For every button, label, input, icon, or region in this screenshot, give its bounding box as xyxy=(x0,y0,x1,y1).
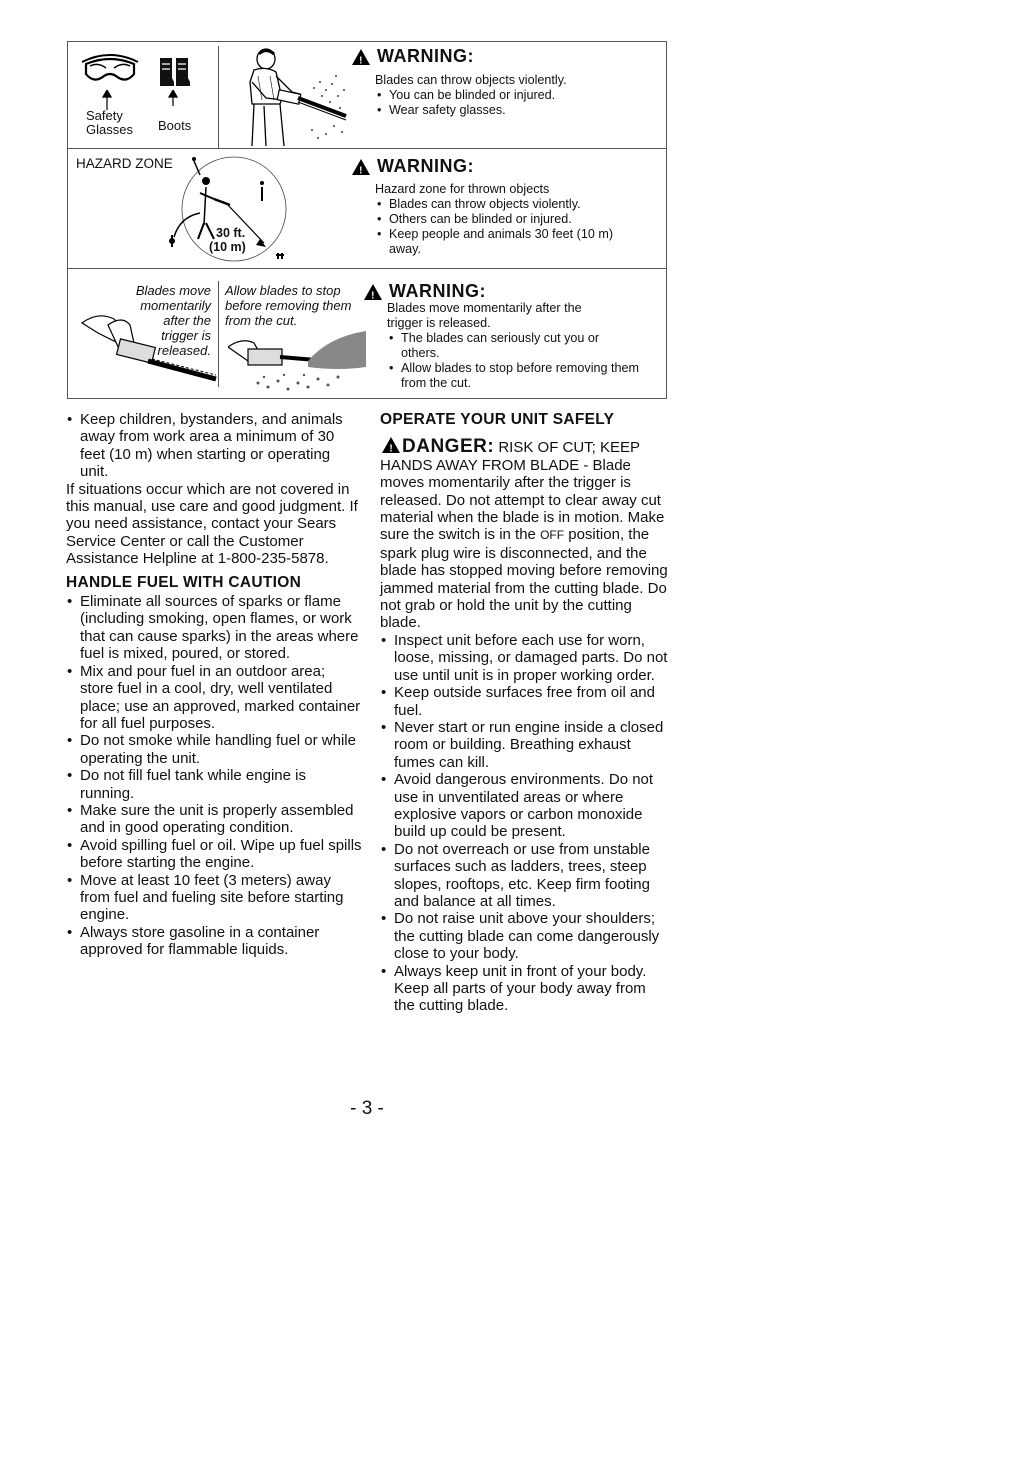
list-item: • Always store gasoline in a container approved for flammable liquids. xyxy=(80,924,362,959)
right-column xyxy=(380,407,670,1015)
off-label: OFF xyxy=(540,528,565,543)
warning-panel-hazard-zone xyxy=(68,149,666,269)
distance-meters-label: (10 m) xyxy=(209,240,246,254)
warning-2-title: ! WARNING: xyxy=(351,156,474,177)
list-item: • You can be blinded or injured. xyxy=(389,88,655,103)
svg-text:!: ! xyxy=(389,443,393,455)
list-item: • Never start or run engine inside a closed room or building. Breathing exhaust fumes can kill. xyxy=(394,719,670,771)
list-item: • Keep people and animals 30 feet (10 m) away. xyxy=(389,227,619,257)
section-heading-operate: OPERATE YOUR UNIT SAFELY xyxy=(380,411,615,428)
boots-label: Boots xyxy=(158,118,192,133)
divider xyxy=(218,46,219,149)
list-item: • Inspect unit before each use for worn, loose, missing, or damaged parts. Do not use until unit is in proper working order. xyxy=(394,632,670,684)
distance-feet-label: 30 ft. xyxy=(216,226,246,240)
danger-label: DANGER: xyxy=(402,436,495,458)
arrow-icon xyxy=(168,90,178,106)
list-item: • Keep children, bystanders, and animals away from work area a minimum of 30 feet (10 m) when starting or operating unit. xyxy=(80,411,362,481)
assistance-paragraph: If situations occur which are not covered in this manual, use care and good judgment. If you need assistance, contact your Sears Service Center or call the Customer Assistance Helpline at 1-800-235-5878. xyxy=(66,480,358,568)
list-item: • Others can be blinded or injured. xyxy=(389,212,645,227)
svg-text:!: ! xyxy=(359,55,363,66)
list-item: • Move at least 10 feet (3 meters) away from fuel and fueling site before starting engine. xyxy=(80,872,362,924)
page-number: - 3 - xyxy=(350,1098,384,1119)
list-item: • The blades can seriously cut you or others. xyxy=(401,331,641,361)
arrow-icon xyxy=(102,90,112,110)
warning-triangle-icon xyxy=(351,48,371,66)
operator-figure-icon xyxy=(240,46,352,148)
warning-2-text: Hazard zone for thrown objects • Blades can throw objects violently. • Others can be blinded or injured. • Keep people and animals 30 feet (10 m) away. xyxy=(375,182,645,257)
danger-paragraph: ! DANGER: RISK OF CUT; KEEP HANDS AWAY FROM BLADE - Blade moves momentarily after the trigger is released. Do not attempt to clear away cut material when the blade is in motion. Make sure the switch is in the OFF position, the spark plug wire is disconnected, and the blade has stopped moving before removing jammed material from the cutting blade. Do not grab or hold the unit by the cutting blade. xyxy=(380,436,668,632)
hedge-trimmer-icon xyxy=(78,303,218,383)
section-heading-fuel: HANDLE FUEL WITH CAUTION xyxy=(66,573,302,591)
hedge-trimmer-cutting-icon xyxy=(228,327,368,397)
left-column xyxy=(66,411,362,959)
danger-triangle-icon xyxy=(380,436,402,454)
list-item: • Wear safety glasses. xyxy=(389,103,655,118)
list-item: • Do not overreach or use from unstable surfaces such as ladders, trees, steep slopes, rooftops, etc. Keep firm footing and balance at all times. xyxy=(394,841,670,911)
list-item: • Eliminate all sources of sparks or flame (including smoking, open flames, or work that can cause sparks) in the areas where fuel is mixed, poured, or stored. xyxy=(80,593,362,663)
warning-panel-safety-gear xyxy=(68,42,666,149)
list-item: • Avoid spilling fuel or oil. Wipe up fuel spills before starting the engine. xyxy=(80,837,362,872)
svg-text:!: ! xyxy=(371,290,375,301)
list-item: • Do not raise unit above your shoulders; the cutting blade can come dangerously close to your body. xyxy=(394,910,670,962)
list-item: • Always keep unit in front of your body. Keep all parts of your body away from the cutting blade. xyxy=(394,963,670,1015)
list-item: • Blades can throw objects violently. xyxy=(389,197,645,212)
hazard-zone-label: HAZARD ZONE xyxy=(76,156,173,171)
divider xyxy=(218,281,219,387)
safety-glasses-label: Safety Glasses xyxy=(86,108,133,137)
svg-text:!: ! xyxy=(359,165,363,176)
list-item: • Avoid dangerous environments. Do not use in unventilated areas or where explosive vapors or carbon monoxide build up could be present. xyxy=(394,771,670,841)
list-item: • Allow blades to stop before removing them from the cut. xyxy=(401,361,652,391)
list-item: • Do not fill fuel tank while engine is running. xyxy=(80,767,362,802)
safety-glasses-icon xyxy=(80,52,140,88)
blades-move-caption: Blades move momentarily after the trigger is released. xyxy=(135,283,211,358)
fuel-caution-list xyxy=(66,593,362,959)
warning-triangle-icon xyxy=(363,283,383,301)
warning-3-title: ! WARNING: xyxy=(363,281,486,302)
warning-triangle-icon xyxy=(351,158,371,176)
allow-blades-caption: Allow blades to stop before removing them from the cut. xyxy=(225,283,352,328)
list-item: • Keep outside surfaces free from oil and fuel. xyxy=(394,684,670,719)
list-item: • Mix and pour fuel in an outdoor area; store fuel in a cool, dry, well ventilated place; use an approved, marked container for all fuel purposes. xyxy=(80,663,362,733)
list-item: • Do not smoke while handling fuel or while operating the unit. xyxy=(80,732,362,767)
operate-safety-list xyxy=(380,632,670,1015)
list-item: • Make sure the unit is properly assembled and in good operating condition. xyxy=(80,802,362,837)
warning-panel-blade-motion xyxy=(68,269,666,398)
warning-3-text: Blades move momentarily after the trigger is released. • The blades can seriously cut you or others. • Allow blades to stop before removing them from the cut. xyxy=(387,301,652,391)
boots-icon xyxy=(158,56,192,88)
warning-1-text: Blades can throw objects violently. • You can be blinded or injured. • Wear safety glasses. xyxy=(375,73,655,118)
warning-1-title: ! WARNING: xyxy=(351,46,474,67)
warning-box xyxy=(67,41,667,399)
